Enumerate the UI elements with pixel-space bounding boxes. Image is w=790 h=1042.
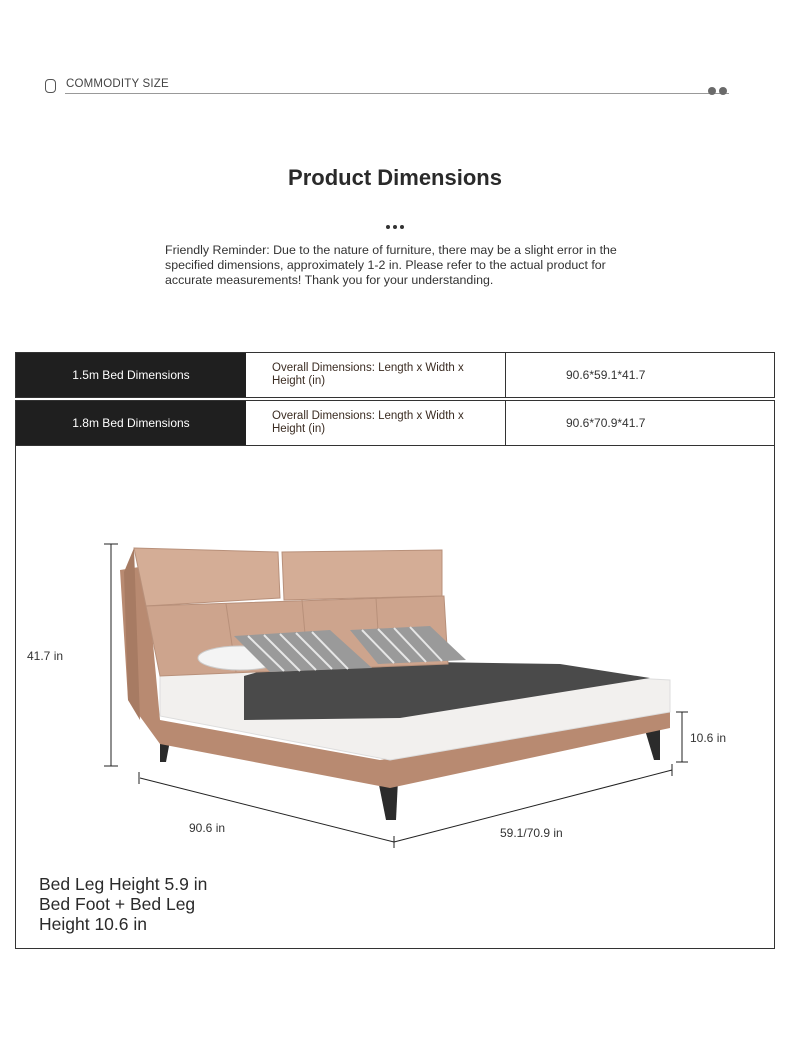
length-dimension-label: 90.6 in xyxy=(189,821,226,835)
leg-note-line: Bed Leg Height 5.9 in xyxy=(39,874,208,894)
row-name: 1.5m Bed Dimensions xyxy=(16,353,246,397)
height-dimension-label: 41.7 in xyxy=(27,649,64,663)
row-spec: Overall Dimensions: Length x Width x Height (in) xyxy=(246,401,506,445)
leg-height-note xyxy=(39,874,249,934)
row-value: 90.6*59.1*41.7 xyxy=(566,368,646,382)
leg-note-line: Bed Foot + Bed Leg xyxy=(39,894,196,914)
headboard-cushion xyxy=(134,548,280,606)
headboard-cushion xyxy=(282,550,442,600)
row-name: 1.8m Bed Dimensions xyxy=(16,401,246,445)
row-value: 90.6*70.9*41.7 xyxy=(566,416,646,430)
friendly-reminder: Friendly Reminder: Due to the nature of furniture, there may be a slight error in the specified dimensions, approximately 1-2 in. Please refer to the actual product for accurate measurements! Thank you for your understanding. xyxy=(165,243,617,287)
foot-height-dimension-label: 10.6 in xyxy=(690,731,727,745)
page-title: Product Dimensions xyxy=(288,165,502,190)
leg-note-line: Height 10.6 in xyxy=(39,914,147,934)
section-label: COMMODITY SIZE xyxy=(66,78,169,90)
row-spec: Overall Dimensions: Length x Width x Height (in) xyxy=(246,353,506,397)
width-dimension-label: 59.1/70.9 in xyxy=(500,826,563,840)
